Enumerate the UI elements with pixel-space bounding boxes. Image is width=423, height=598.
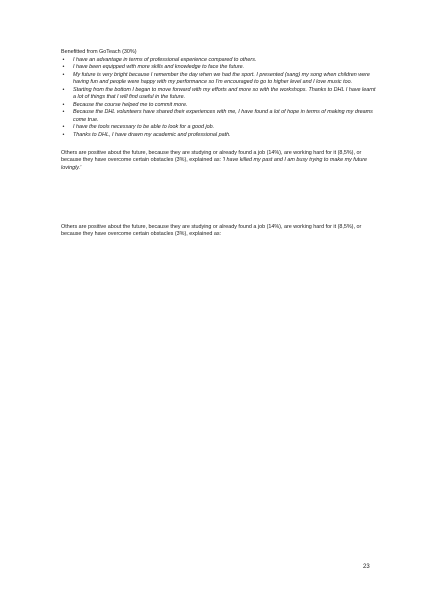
paragraph-text: Others are positive about the future, because they are studying or already found a job (14%), are working hard for it (8,5%), or because they have overcome certain obstacles (3%), explained as: — [61, 223, 362, 238]
quote-text: Starting from the bottom I began to move forward with my efforts and more so with the workshops. Thanks to DHL I have learnt a lot of things that I will find useful in the future. — [73, 86, 376, 101]
list-item — [61, 109, 376, 124]
page-number: 23 — [363, 564, 370, 570]
inline-quote: 'I have killed my past and I am busy trying to make my future lovingly.' — [61, 157, 368, 172]
list-item — [61, 57, 376, 65]
quote-text: Because the DHL volunteers have shared their experiences with me, I have found a lot of hope in terms of making my dreams come true. — [73, 109, 373, 123]
body-paragraph — [61, 150, 376, 173]
bullet-icon: • — [62, 71, 65, 78]
list-item — [61, 132, 376, 140]
quote-text: Because the course helped me to commit more. — [73, 101, 188, 108]
list-item — [61, 72, 376, 87]
page-content — [61, 49, 376, 239]
list-item — [61, 102, 376, 110]
section-heading: Benefitted from GoTeach (30%) — [61, 49, 137, 55]
quote-text: Thanks to DHL, I have drawn my academic and professional path. — [73, 131, 231, 138]
quote-text: I have been equipped with more skills and knowledge to face the future. — [73, 64, 245, 71]
bullet-icon: • — [62, 131, 65, 138]
list-item — [61, 124, 376, 132]
list-item — [61, 87, 376, 102]
paragraph-text: Others are positive about the future, because they are studying or already found a job (14%), are working hard for it (8,5%), or because they have overcome certain obstacles (3%), explained as: — [61, 149, 362, 164]
quote-text: I have the tools necessary to be able to look for a good job. — [73, 124, 215, 131]
list-item — [61, 64, 376, 72]
bullet-icon: • — [62, 64, 65, 71]
bullet-icon: • — [62, 101, 65, 108]
bullet-icon: • — [62, 56, 65, 63]
quote-list — [61, 57, 376, 140]
bullet-icon: • — [62, 86, 65, 93]
bullet-icon: • — [62, 124, 65, 131]
quote-text: I have an advantage in terms of professional experience compared to others. — [73, 56, 257, 63]
quote-text: My future is very bright because I remember the day when we had the sport. I presented (sang) my song when children were having fun and people were happy with my performance so I'm encouraged to go to higher level and I love music too. — [73, 71, 370, 86]
body-paragraph — [61, 224, 376, 239]
bullet-icon: • — [62, 109, 65, 116]
